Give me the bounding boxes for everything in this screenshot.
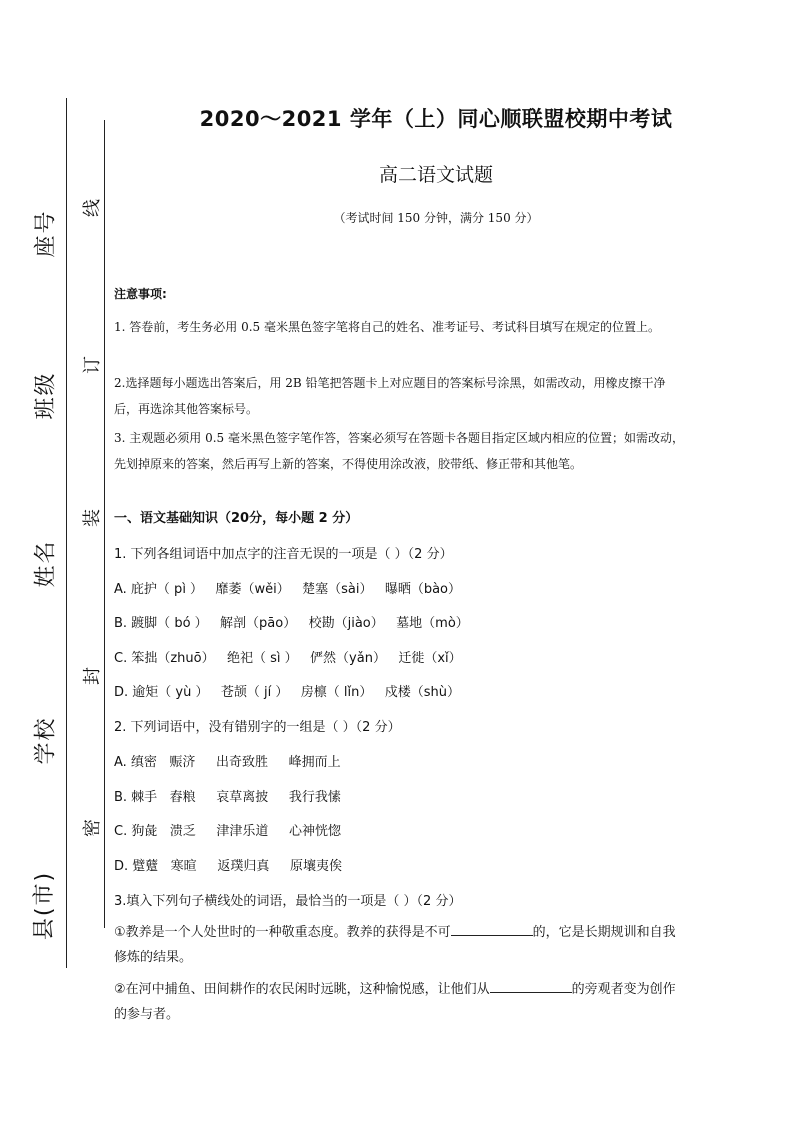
notice-item-1: 1. 答卷前，考生务必用 0.5 毫米黑色签字笔将自己的姓名、准考证号、考试科目填写在规定的位置上。 [114,320,660,334]
question-3-stem: 3.填入下列句子横线处的词语，最恰当的一项是（ ）（2 分） [114,894,462,909]
question-1-option-b: B. 踱脚（ bó ） 解剖（pāo） 校勘（jiào） 墓地（mò） [114,616,469,631]
exam-subtitle: 高二语文试题 [378,164,493,186]
sentence-2-part-a: ②在河中捕鱼、田间耕作的农民闲时远眺，这种愉悦感，让他们从 [114,982,490,997]
exam-time-note: （考试时间 150 分钟，满分 150 分） [333,211,539,225]
question-1-option-d: D. 逾矩（ yù ） 苍颉（ jí ） 房檩（ lǐn） 戍楼（shù） [114,685,460,700]
question-2-option-b: B. 棘手 舂粮 哀草离披 我行我愫 [114,790,341,805]
mark-install: 装 [82,509,103,527]
answer-blank-2[interactable] [490,980,572,993]
school-label: 学校 [33,716,59,765]
question-2-option-d: D. 躄躠 寒暄 返璞归真 原壤夷俟 [114,859,342,874]
mark-line: 线 [82,199,103,217]
name-label: 姓名 [33,539,59,588]
question-1-stem: 1. 下列各组词语中加点字的注音无误的一项是（ ）（2 分） [114,547,453,562]
margin-fold-line [104,120,105,928]
seat-number-label: 座号 [33,209,59,258]
margin-outer-line [66,98,67,968]
answer-blank-1[interactable] [451,923,533,936]
class-label: 班级 [33,371,59,420]
notice-heading: 注意事项: [114,287,167,301]
question-2-option-a: A. 缜密 赈济 出奇致胜 峰拥而上 [114,755,341,770]
mark-seal: 封 [82,667,103,685]
question-2-stem: 2. 下列词语中，没有错别字的一组是（ ）（2 分） [114,720,401,735]
question-1-option-c: C. 笨拙（zhuō） 绝祀（ sì ） 俨然（yǎn） 迁徙（xǐ） [114,651,462,666]
notice-item-2: 2.选择题每小题选出答案后，用 2B 铅笔把答题卡上对应题目的答案标号涂黑，如需改动，用橡皮擦干净后，再选涂其他答案标号。 [114,376,666,416]
exam-title: 2020～2021 学年（上）同心顺联盟校期中考试 [199,107,673,131]
question-3-sentence-2 [114,977,686,1027]
question-1-option-a: A. 庇护（ pì ） 靡萎（wěi） 楚塞（sài） 曝晒（bào） [114,582,462,597]
mark-bind: 订 [82,356,103,374]
mark-secret: 密 [82,819,103,837]
question-3-sentence-1 [114,920,686,970]
question-2-option-c: C. 狗彘 溃乏 津津乐道 心神恍惚 [114,824,342,839]
sentence-1-part-a: ①教养是一个人处世时的一种敬重态度。教养的获得是不可 [114,925,451,940]
sentence-1-part-b: 的，它是长期规训和自我修炼的结果。 [114,925,676,965]
notice-item-3: 3. 主观题必须用 0.5 毫米黑色签字笔作答，答案必须写在答题卡各题目指定区域内相应的位置；如需改动，先划掉原来的答案，然后再写上新的答案，不得使用涂改液，胶带纸、修正带和其他笔。 [114,431,684,471]
county-label: 县(市) [32,870,58,941]
section-heading: 一、语文基础知识（20分，每小题 2 分） [114,511,359,526]
sentence-2-part-b: 的旁观者变为创作的参与者。 [114,982,676,1022]
